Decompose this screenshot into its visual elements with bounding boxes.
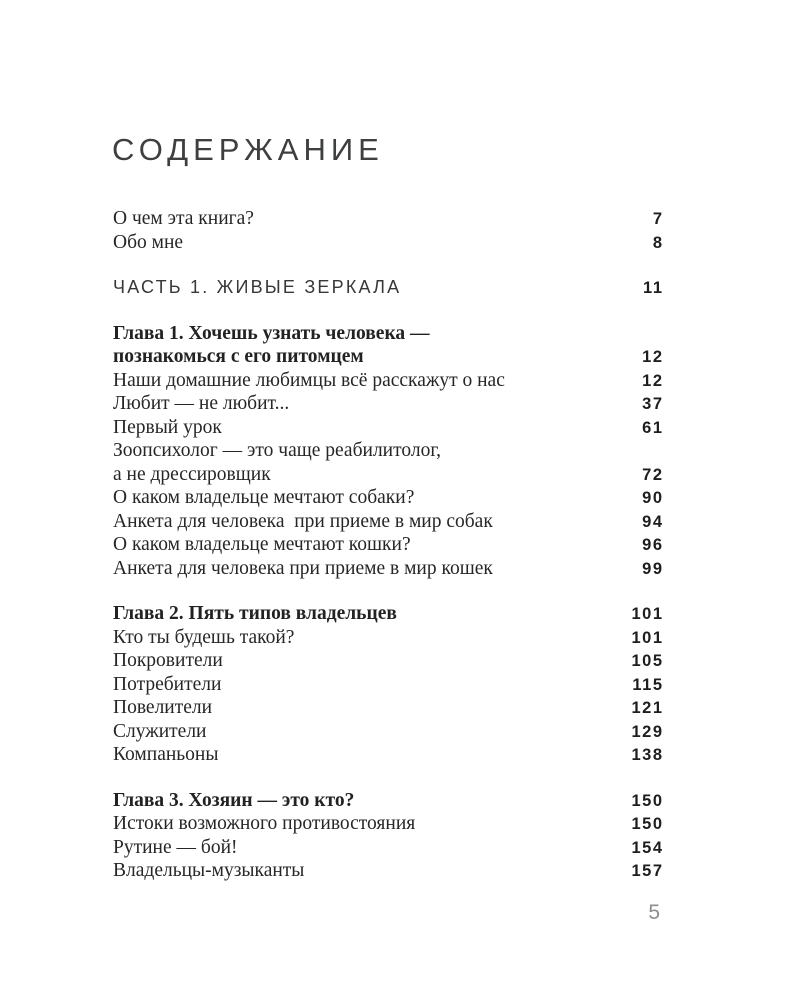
toc-entry-title: О каком владельце мечтают собаки? [113, 487, 415, 508]
toc-entry-page-number: 105 [631, 652, 664, 670]
toc-entry-page-number: 101 [631, 605, 664, 623]
toc-entry [113, 416, 662, 440]
toc-entry-page-number: 99 [642, 559, 664, 578]
toc-entry-page-number: 115 [632, 675, 664, 694]
toc-entry [113, 369, 662, 393]
toc-entry-title: Служители [113, 720, 207, 742]
toc-entry-title: О каком владельце мечтают кошки? [113, 534, 411, 555]
page-title: СОДЕРЖАНИЕ [112, 132, 384, 167]
toc-entry-page-number: 157 [631, 862, 664, 880]
toc-entry-title: Повелители [113, 697, 213, 718]
toc-entry [113, 557, 662, 581]
toc-entry [113, 626, 662, 650]
toc-entry-page-number: 11 [643, 279, 664, 297]
toc-entry-page-number: 8 [652, 233, 664, 252]
toc-entry-title: а не дрессировщик [113, 463, 271, 485]
toc-entry [113, 345, 662, 369]
toc-entry-page-number: 12 [642, 371, 664, 390]
toc-entry [113, 486, 662, 510]
toc-entry-title: Анкета для человека при приеме в мир собак [113, 510, 493, 532]
toc-entry [113, 859, 662, 883]
toc-entry-page-number: 121 [631, 699, 664, 717]
toc-entry-page-number: 72 [642, 465, 664, 484]
toc-entry-page-number: 37 [642, 395, 664, 413]
toc-entry-page-number: 61 [642, 418, 664, 437]
toc-entry-page-number: 138 [631, 746, 664, 764]
toc-entry [113, 463, 662, 487]
toc-entry-title: Зоопсихолог — это чаще реабилитолог, [113, 440, 442, 461]
toc-entry-title: Глава 3. Хозяин — это кто? [113, 789, 355, 811]
toc-entry-title: Кто ты будешь такой? [113, 626, 295, 648]
toc-entry [113, 696, 662, 720]
toc-entry-page-number: 150 [631, 815, 664, 833]
toc-entry-title: Владельцы-музыканты [113, 860, 305, 881]
toc-entry [113, 392, 662, 416]
toc-entry-title: Первый урок [113, 416, 222, 438]
toc-entry-title: Любит — не любит... [113, 393, 290, 414]
toc-entry [113, 649, 662, 673]
toc-entry-title: О чем эта книга? [113, 208, 254, 229]
toc-list [113, 207, 662, 883]
toc-entry-page-number: 94 [642, 512, 664, 531]
folio-page-number: 5 [648, 901, 660, 924]
toc-entry [113, 602, 662, 626]
toc-entry [113, 533, 662, 557]
toc-entry-title: Глава 2. Пять типов владельцев [113, 603, 397, 624]
toc-entry-page-number: 129 [631, 722, 664, 741]
toc-entry-page-number: 150 [631, 791, 664, 810]
toc-entry [113, 812, 662, 836]
toc-entry-title: Обо мне [113, 231, 184, 253]
toc-entry-title: Компаньоны [113, 744, 219, 765]
toc-entry-title: ЧАСТЬ 1. ЖИВЫЕ ЗЕРКАЛА [113, 277, 402, 297]
toc-entry-page-number: 90 [642, 489, 664, 507]
toc-entry-title: познакомься с его питомцем [113, 346, 364, 367]
toc-entry [113, 439, 662, 463]
toc-entry [113, 207, 662, 231]
toc-entry-title: Рутине — бой! [113, 836, 238, 858]
toc-entry-title: Истоки возможного противостояния [113, 813, 416, 834]
toc-entry-title: Покровители [113, 650, 223, 671]
toc-entry [113, 789, 662, 813]
toc-entry-title: Глава 1. Хочешь узнать человека — [113, 322, 430, 344]
toc-entry-page-number: 96 [642, 536, 664, 554]
toc-entry-page-number: 154 [631, 838, 664, 857]
toc-entry-title: Анкета для человека при приеме в мир кошек [113, 557, 493, 579]
toc-entry [113, 322, 662, 346]
toc-entry-title: Наши домашние любимцы всё расскажут о нас [113, 369, 505, 391]
toc-entry [113, 743, 662, 767]
toc-entry [113, 510, 662, 534]
toc-entry-page-number: 7 [652, 210, 664, 228]
toc-entry-page-number: 101 [631, 628, 664, 647]
toc-entry [113, 276, 662, 300]
toc-entry [113, 836, 662, 860]
toc-entry [113, 720, 662, 744]
toc-entry-page-number: 12 [642, 348, 664, 366]
toc-entry [113, 673, 662, 697]
toc-entry-title: Потребители [113, 673, 222, 695]
toc-entry [113, 231, 662, 255]
